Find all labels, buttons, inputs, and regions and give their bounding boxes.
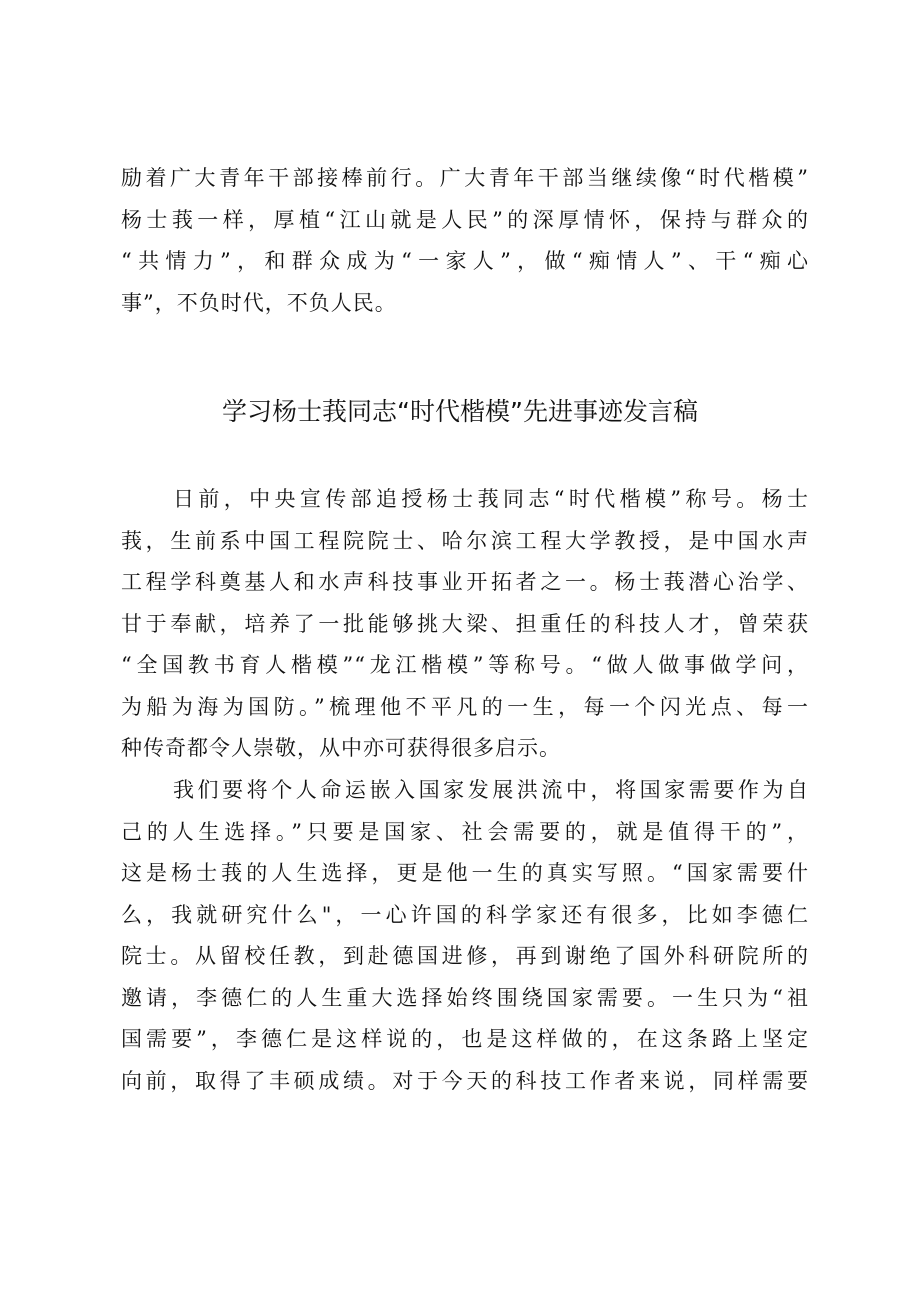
- intro-paragraph: [121, 158, 809, 324]
- text-line: 向前，取得了丰硕成绩。对于今天的科技工作者来说，同样需要: [121, 1068, 809, 1093]
- text-line: 己的人生选择。”只要是国家、社会需要的，就是值得干的”，: [121, 819, 809, 844]
- text-line: 么，我就研究什么"，一心许国的科学家还有很多，比如李德仁: [121, 902, 809, 927]
- document-title: 学习杨士莪同志“时代楷模”先进事迹发言稿: [222, 397, 698, 426]
- text-line: 这是杨士莪的人生选择，更是他一生的真实写照。“国家需要什: [121, 861, 809, 885]
- paragraph-2: [121, 770, 809, 1102]
- text-line: 邀请，李德仁的人生重大选择始终围绕国家需要。一生只为“祖: [121, 985, 809, 1010]
- text-line: 种传奇都令人崇敬，从中亦可获得很多启示。: [121, 736, 561, 760]
- text-line: 为船为海为国防。”梳理他不平凡的一生，每一个闪光点、每一: [121, 694, 809, 719]
- text-line: 我们要将个人命运嵌入国家发展洪流中，将国家需要作为自: [173, 778, 809, 802]
- text-line: 国需要”，李德仁是这样说的，也是这样做的，在这条路上坚定: [121, 1027, 809, 1051]
- text-line: 甘于奉献，培养了一批能够挑大梁、担重任的科技人才，曾荣获: [121, 611, 809, 636]
- text-line: 莪，生前系中国工程院院士、哈尔滨工程大学教授，是中国水声: [121, 528, 809, 553]
- text-line: 工程学科奠基人和水声科技事业开拓者之一。杨士莪潜心治学、: [121, 570, 809, 594]
- text-line: 日前，中央宣传部追授杨士莪同志“时代楷模”称号。杨士: [173, 487, 809, 511]
- paragraph-1: [121, 479, 809, 770]
- text-line: 杨士莪一样，厚植“江山就是人民”的深厚情怀，保持与群众的: [121, 207, 809, 232]
- text-line: “全国教书育人楷模”“龙江楷模”等称号。“做人做事做学问，: [121, 653, 809, 677]
- text-line: 励着广大青年干部接棒前行。广大青年干部当继续像“时代楷模”: [121, 166, 809, 190]
- text-line: 事”，不负时代，不负人民。: [121, 290, 397, 315]
- text-line: “共情力”，和群众成为“一家人”，做“痴情人”、干“痴心: [121, 249, 809, 273]
- text-line: 院士。从留校任教，到赴德国进修，再到谢绝了国外科研院所的: [121, 944, 809, 968]
